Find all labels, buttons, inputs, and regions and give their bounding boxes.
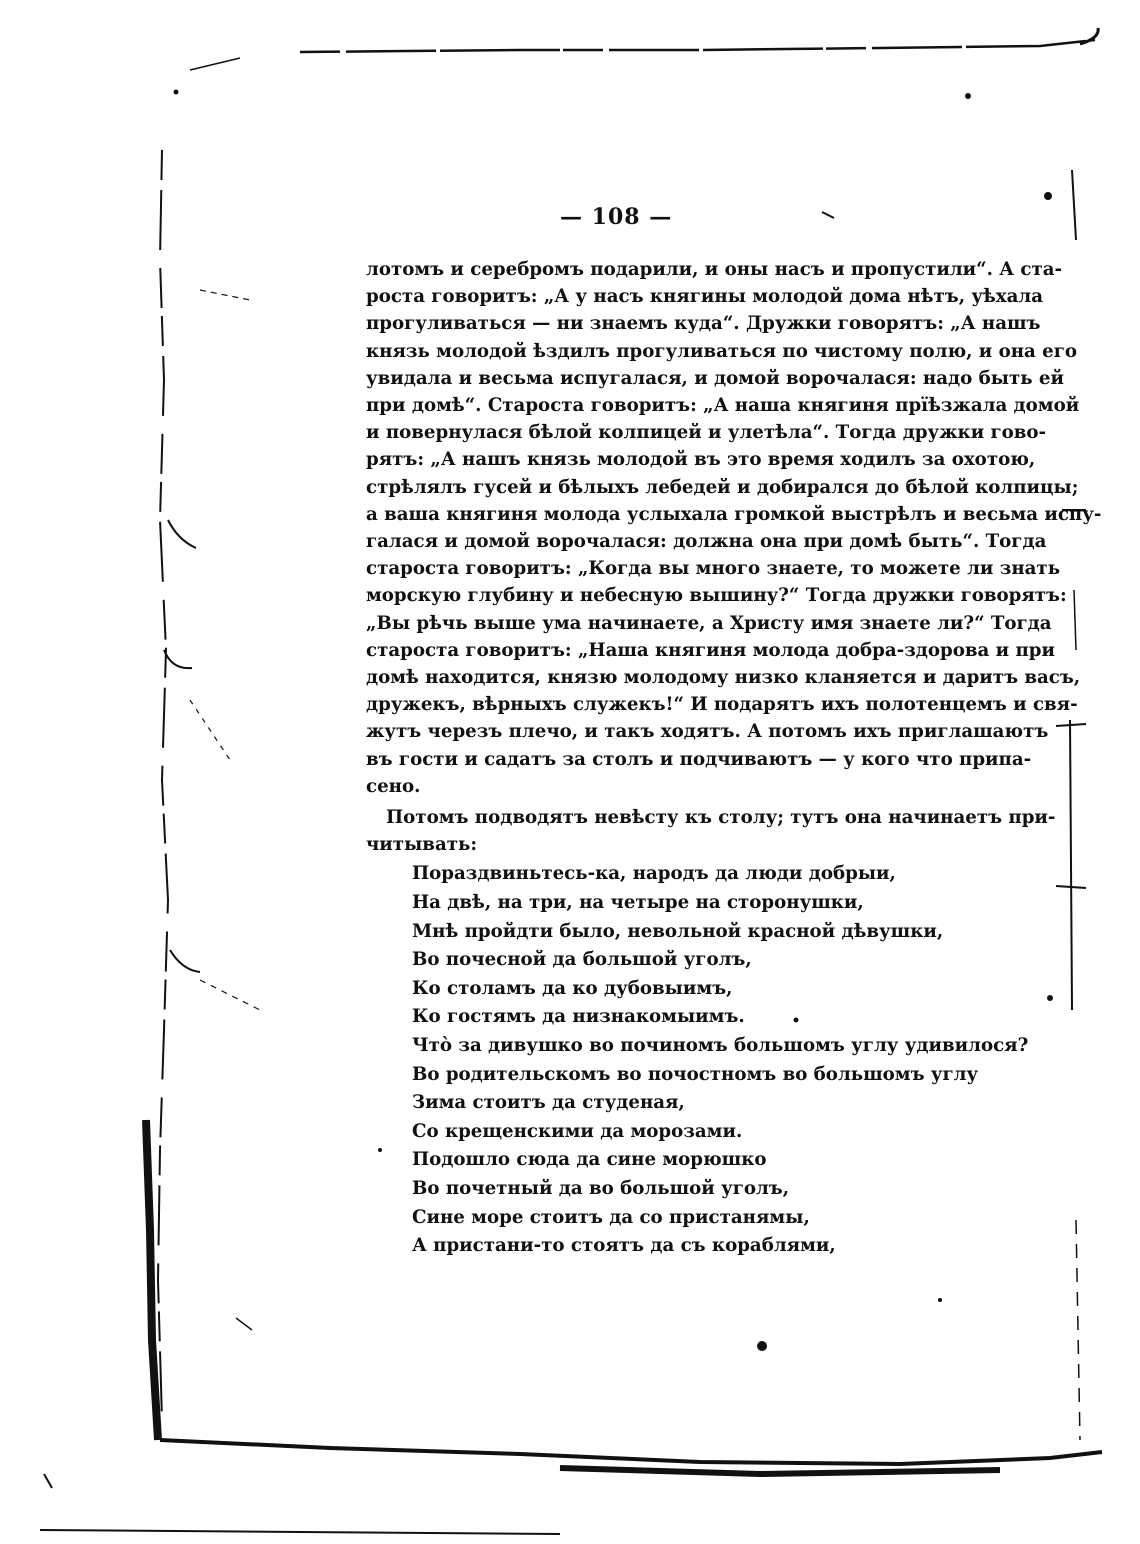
text-line: роста говоритъ: „А у насъ княгины молодой дома нѣтъ, уѣхала bbox=[366, 286, 1044, 308]
left-dash-2 bbox=[190, 700, 230, 760]
text-line: жутъ черезъ плечо, и такъ ходятъ. А потомъ ихъ приглашаютъ bbox=[366, 721, 1049, 743]
page-number: — 108 — bbox=[560, 204, 673, 230]
verse-line: Во родительскомъ во почостномъ во большомъ углу bbox=[412, 1063, 979, 1085]
right-edge-seg-3 bbox=[1070, 720, 1072, 1010]
text-line: сено. bbox=[366, 775, 421, 797]
verse-line: Со крещенскими да морозами. bbox=[412, 1120, 743, 1142]
verse-line: Во почесной да большой уголъ, bbox=[412, 949, 752, 971]
text-line: стрѣлялъ гусей и бѣлыхъ лебедей и добирался до бѣлой колпицы; bbox=[366, 476, 1079, 498]
verse-line: Подошло сюда да сине морюшко bbox=[412, 1149, 767, 1171]
left-ink-streak bbox=[146, 1120, 158, 1440]
text-line: при домѣ“. Староста говоритъ: „А наша княгиня прїѣзжала домой bbox=[366, 395, 1080, 417]
text-line: князь молодой ѣздилъ прогуливаться по чистому полю, и она его bbox=[366, 340, 1078, 362]
verse-line: Зима стоитъ да студеная, bbox=[412, 1092, 685, 1114]
speck bbox=[822, 212, 834, 218]
speck bbox=[174, 90, 179, 95]
speck bbox=[236, 1318, 252, 1330]
text-line: увидала и весьма испугалася, и домой ворочалася: надо быть ей bbox=[366, 367, 1064, 389]
left-notch-3 bbox=[170, 950, 200, 972]
text-line: читывать: bbox=[366, 834, 478, 856]
text-line: въ гости и садатъ за столъ и подчиваютъ — у кого что припа- bbox=[366, 748, 1032, 770]
left-dash-1 bbox=[200, 290, 250, 300]
speck bbox=[1044, 192, 1052, 200]
right-edge-seg-4 bbox=[1076, 1220, 1080, 1440]
top-left-stroke bbox=[190, 58, 240, 70]
speck bbox=[1047, 995, 1053, 1001]
bottom-thick-smear bbox=[560, 1468, 1000, 1474]
left-edge-line bbox=[158, 150, 168, 1420]
right-tick-3 bbox=[1056, 886, 1086, 888]
text-line: лотомъ и серебромъ подарили, и оны насъ и пропустили“. А ста- bbox=[366, 259, 1063, 280]
right-edge-line bbox=[1072, 170, 1076, 240]
verse-line: Сине море стоитъ да со пристанямы, bbox=[412, 1206, 810, 1228]
speck bbox=[965, 93, 971, 99]
right-tick-2 bbox=[1056, 724, 1086, 726]
verse-line: А пристани-то стоятъ да съ кораблями, bbox=[412, 1235, 836, 1257]
top-edge-line bbox=[300, 40, 1095, 52]
paragraph-intro bbox=[366, 804, 1056, 858]
bottom-edge-line bbox=[160, 1440, 1102, 1464]
speck bbox=[44, 1474, 52, 1488]
text-line: „Вы рѣчь выше ума начинаете, а Христу имя знаете ли?“ Тогда bbox=[366, 612, 1052, 634]
verse-line: Ко гостямъ да низнакомыимъ. bbox=[412, 1006, 745, 1028]
verse-line: Во почетный да во большой уголъ, bbox=[412, 1178, 790, 1199]
speck bbox=[938, 1298, 942, 1302]
text-line: а ваша княгиня молода услыхала громкой выстрѣлъ и весьма испу- bbox=[366, 503, 1102, 525]
verse-line: Мнѣ пройдти было, невольной красной дѣвушки, bbox=[412, 920, 944, 942]
paragraph-dialogue bbox=[366, 256, 1102, 800]
speck bbox=[757, 1341, 767, 1351]
text-line: морскую глубину и небесную вышину?“ Тогда дружки говорятъ: bbox=[366, 585, 1067, 607]
top-right-curl bbox=[1080, 28, 1098, 44]
lament-verse bbox=[366, 860, 1029, 1260]
text-line: галася и домой ворочалася: должна она при домѣ быть“. Тогда bbox=[366, 531, 1047, 553]
text-line: и повернулася бѣлой колпицей и улетѣла“. Тогда дружки гово- bbox=[366, 422, 1047, 444]
text-line: домѣ находится, князю молодому низко кланяется и даритъ васъ, bbox=[366, 667, 1081, 689]
bottom-outer-line bbox=[40, 1530, 560, 1534]
text-line: дружекъ, вѣрныхъ служекъ!“ И подарятъ ихъ полотенцемъ и свя- bbox=[366, 694, 1078, 716]
verse-line: Пораздвиньтесь-ка, народъ да люди добрыи, bbox=[412, 863, 896, 885]
verse-line: Ко столамъ да ко дубовыимъ, bbox=[412, 977, 733, 999]
text-line: прогуливаться — ни знаемъ куда“. Дружки говорятъ: „А нашъ bbox=[366, 313, 1041, 335]
text-line: рятъ: „А нашъ князь молодой въ это время ходилъ за охотою, bbox=[366, 449, 1036, 471]
right-edge-seg-2 bbox=[1074, 590, 1076, 650]
verse-line: Чтò за дивушко во починомъ большомъ углу удивилося? bbox=[412, 1035, 1029, 1057]
text-line: староста говоритъ: „Наша княгиня молода добра-здорова и при bbox=[366, 639, 1056, 661]
verse-line: На двѣ, на три, на четыре на сторонушки, bbox=[412, 892, 864, 914]
text-line: староста говоритъ: „Когда вы много знаете, то можете ли знать bbox=[366, 558, 1061, 580]
text-line: Потомъ подводятъ невѣсту къ столу; тутъ она начинаетъ при- bbox=[386, 807, 1056, 829]
left-notch-2 bbox=[164, 650, 192, 668]
page-body bbox=[366, 256, 1102, 1261]
left-notch-1 bbox=[168, 520, 196, 548]
left-dash-3 bbox=[200, 980, 260, 1010]
